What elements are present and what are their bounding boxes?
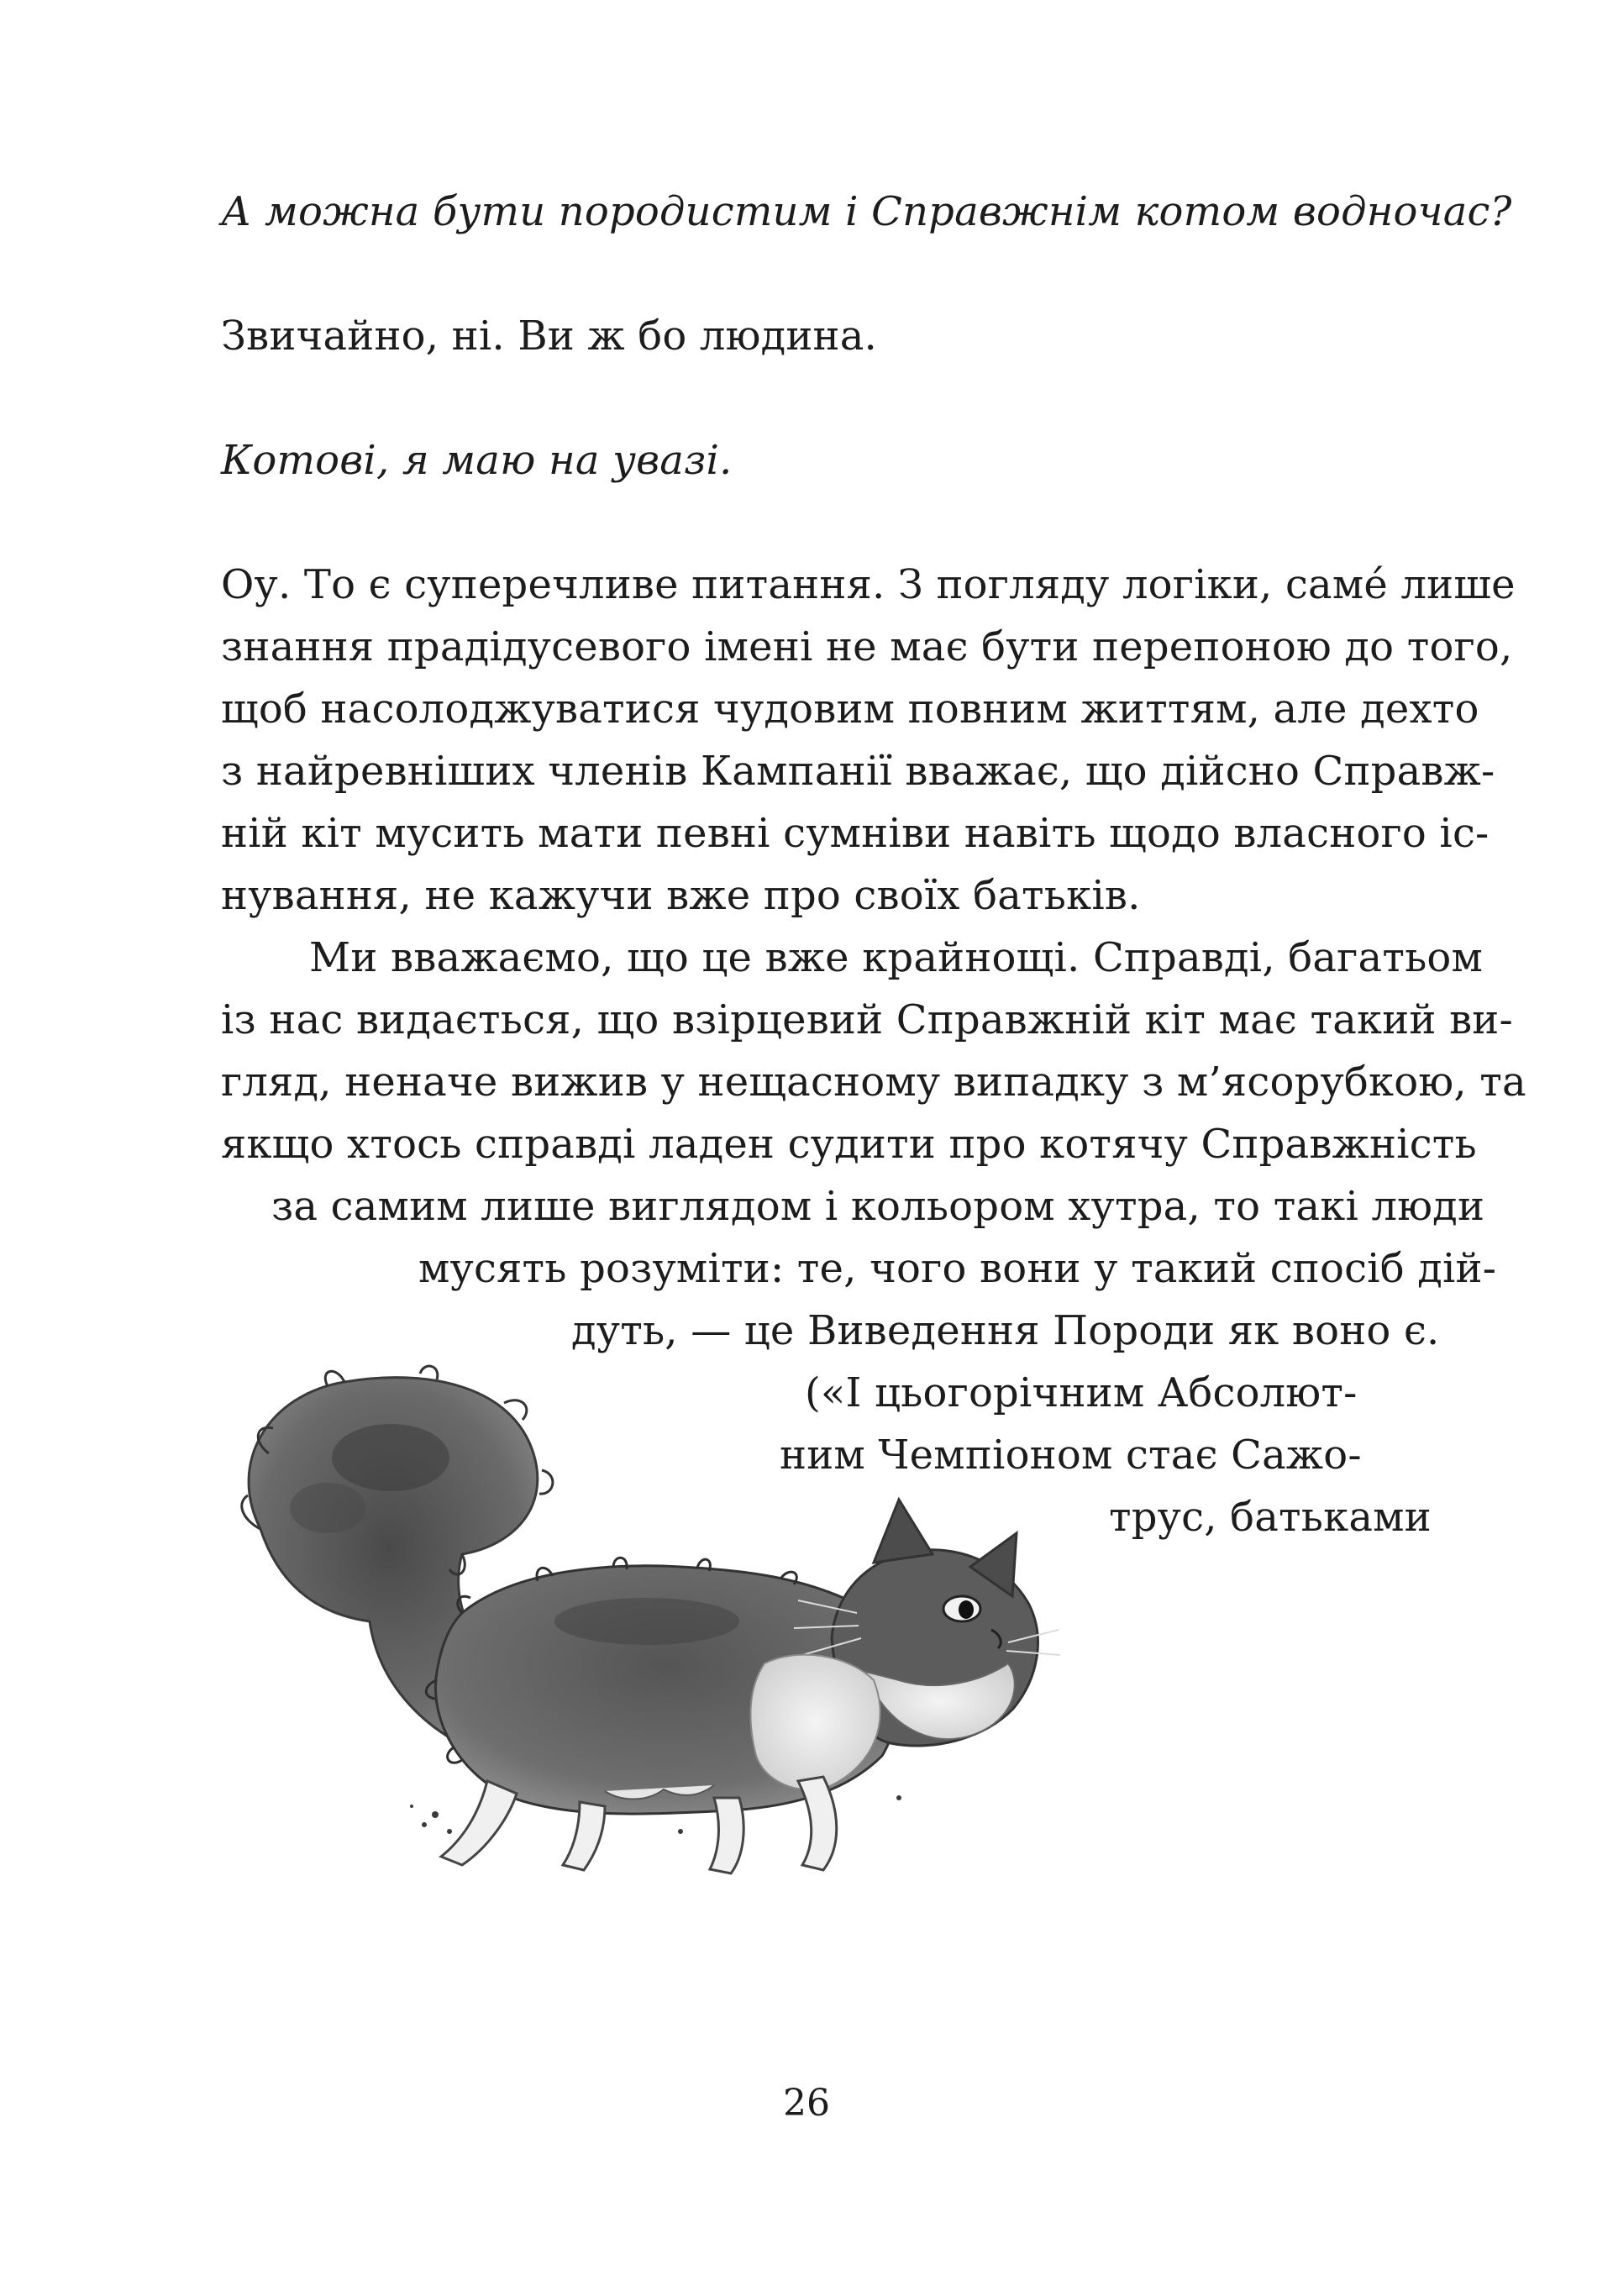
paragraph-2-line: Ми вважаємо, що це вже крайнощі. Справді, багатьом xyxy=(309,934,1484,981)
question-2: Котові, я маю на увазі. xyxy=(221,437,733,484)
paragraph-2-line: ним Чемпіоном стає Сажо- xyxy=(780,1432,1362,1479)
paragraph-2-line: дуть, — це Виведення Породи як воно є. xyxy=(571,1307,1440,1354)
paragraph-2-line: («І цьогорічним Абсолют- xyxy=(805,1369,1358,1416)
paragraph-1-line: знання прадідусевого імені не має бути перепоною до того, xyxy=(221,623,1513,670)
paragraph-2-line: за самим лише виглядом і кольором хутра, то такі люди xyxy=(271,1183,1485,1230)
paragraph-1-line: ній кіт мусить мати певні сумніви навіть щодо власного іс- xyxy=(221,810,1490,857)
paragraph-1-line: з найревніших членів Кампанії вважає, що дійсно Справж- xyxy=(221,748,1495,795)
answer-1: Звичайно, ні. Ви ж бо людина. xyxy=(221,313,878,360)
paragraph-1-line: щоб насолоджуватися чудовим повним життям, але дехто xyxy=(221,686,1479,733)
paragraph-2-line: із нас видається, що взірцевий Справжній кіт має такий ви- xyxy=(221,996,1513,1043)
page-number: 26 xyxy=(783,2082,830,2125)
paragraph-1-line: Оу. То є суперечливе питання. З погляду логіки, самé лише xyxy=(221,561,1516,608)
question-1: А можна бути породистим і Справжнім котом водночас? xyxy=(221,188,1512,235)
paragraph-2-line: мусять розуміти: те, чого вони у такий спосіб дій- xyxy=(418,1245,1497,1292)
paragraph-2-line: гляд, неначе вижив у нещасному випадку з м’ясорубкою, та xyxy=(221,1059,1526,1106)
paragraph-1-line: нування, не кажучи вже про своїх батьків. xyxy=(221,872,1141,919)
cat-illustration xyxy=(210,1361,1260,1899)
paragraph-2-line: якщо хтось справді ладен судити про котячу Справжність xyxy=(221,1121,1477,1168)
paragraph-2-line: трус, батьками xyxy=(1109,1494,1432,1541)
